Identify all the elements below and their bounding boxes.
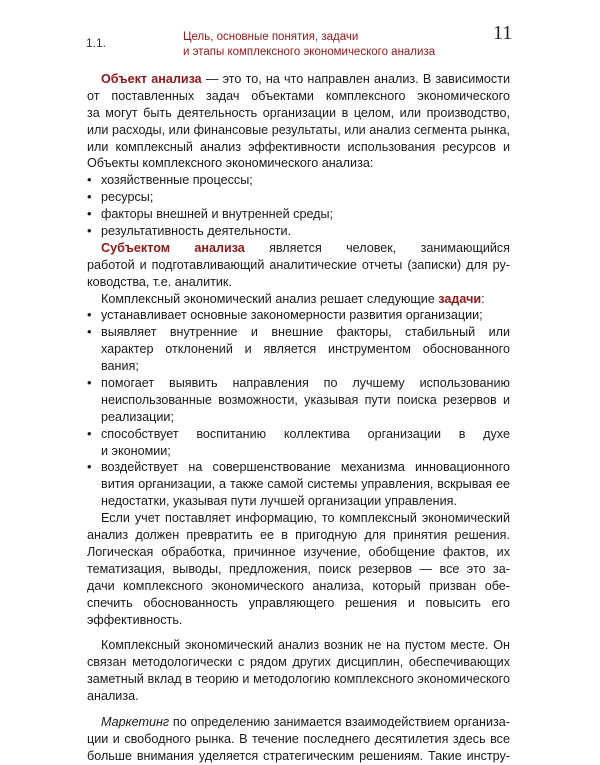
text-line: за могут быть деятельность организации в целом, или производство, — [87, 105, 510, 120]
text-span: является человек, занимающийся — [269, 240, 510, 255]
page-number: 11 — [493, 22, 513, 44]
text-line: больше внимания уделяется стратегическим решениям. Такие инстру- — [87, 748, 510, 763]
bullet-item: • ресурсы; — [87, 189, 510, 206]
text-line: эффективность. — [87, 612, 183, 627]
section-number: 1.1. — [86, 36, 107, 50]
text-line: тематизация, выводы, предложения, поиск резервов — все это за- — [87, 561, 510, 576]
term-marketing: Маркетинг — [101, 714, 170, 729]
text-line: Комплексный экономический анализ возник не на пустом месте. Он — [101, 638, 510, 653]
text-line — [87, 714, 510, 731]
text-line: Логическая обработка, причинное изучение, обобщение фактов, их — [87, 544, 510, 559]
text-line: ководства, т.е. аналитик. — [87, 274, 232, 289]
bullet-item: • результативность деятельности. — [87, 223, 510, 240]
text-line: недостатки, указывая пути лучшей организации управления. — [101, 494, 457, 509]
body-text — [87, 71, 510, 765]
text-line: анализ должен превратить ее в пригодную для принятия решения. — [87, 528, 510, 543]
text-line: заметный вклад в теорию и методологию комплексного экономического — [87, 672, 510, 687]
bullet-item: • воздействует на совершенствование механизма инновационного — [87, 459, 510, 476]
text-line: связан методологически с рядом других дисциплин, обеспечивающих — [87, 655, 510, 670]
paragraph-gap — [87, 705, 510, 714]
bullet-item: • помогает выявить направления по лучшему использованию — [87, 375, 510, 392]
text-line: анализа. — [87, 689, 139, 704]
text-line: или комплексный анализ эффективности использования ресурсов и — [87, 139, 510, 154]
bullet-item: • выявляет внутренние и внешние факторы, стабильный или — [87, 324, 510, 341]
text-line: от поставленных задач объектами комплексного экономического — [87, 88, 510, 103]
text-line: характер отклонений и является инструментом обоснованного — [101, 342, 510, 357]
text-line: Объекты комплексного экономического анализа: — [87, 156, 374, 171]
text-span: : — [481, 291, 485, 306]
term-object-of-analysis: Объект анализа — [101, 72, 202, 86]
text-span: Комплексный экономический анализ решает следующие — [101, 291, 439, 306]
header-title-line: и этапы комплексного экономического анализа — [183, 46, 436, 58]
text-line: или расходы, или финансовые результаты, или анализ сегмента рынка, — [87, 122, 510, 137]
text-line: работой и подготавливающий аналитические отчеты (записки) для ру- — [87, 257, 510, 272]
bullet-item: • способствует воспитанию коллектива организации в духе — [87, 426, 510, 443]
text-line — [87, 71, 510, 88]
term-tasks: задачи — [438, 291, 482, 306]
text-span: по определению занимается взаимодействием организа- — [169, 714, 510, 729]
text-line: реализации; — [101, 409, 174, 424]
paragraph-gap — [87, 628, 510, 637]
bullet-item: • хозяйственные процессы; — [87, 172, 510, 189]
text-line: вития организации, а также самой системы управления, вскрывая ее — [101, 477, 510, 492]
text-line: неиспользованные возможности, указывая пути поиска резервов и — [101, 392, 510, 407]
term-subject-of-analysis: Субъектом анализа — [101, 240, 245, 255]
text-line: ции и свободного рынка. В течение последнего десятилетия здесь все — [87, 731, 510, 746]
header-title-line: Цель, основные понятия, задачи — [183, 31, 359, 43]
text-line: дачи комплексного экономического анализа, который призван обе- — [87, 578, 510, 593]
text-line: Если учет поставляет информацию, то комплексный экономический — [101, 511, 510, 526]
text-line: вания; — [101, 359, 139, 374]
text-line: и экономии; — [101, 443, 171, 458]
text-line: спечить обоснованность управляющего решения и повысить его — [87, 595, 510, 610]
text-line — [87, 291, 510, 308]
text-line — [87, 240, 510, 257]
text-span: — это то, на что направлен анализ. В зависимости — [201, 72, 510, 86]
bullet-item: • устанавливает основные закономерности развития организации; — [87, 307, 510, 324]
bullet-item: • факторы внешней и внутренней среды; — [87, 206, 510, 223]
running-header-title — [183, 30, 435, 60]
